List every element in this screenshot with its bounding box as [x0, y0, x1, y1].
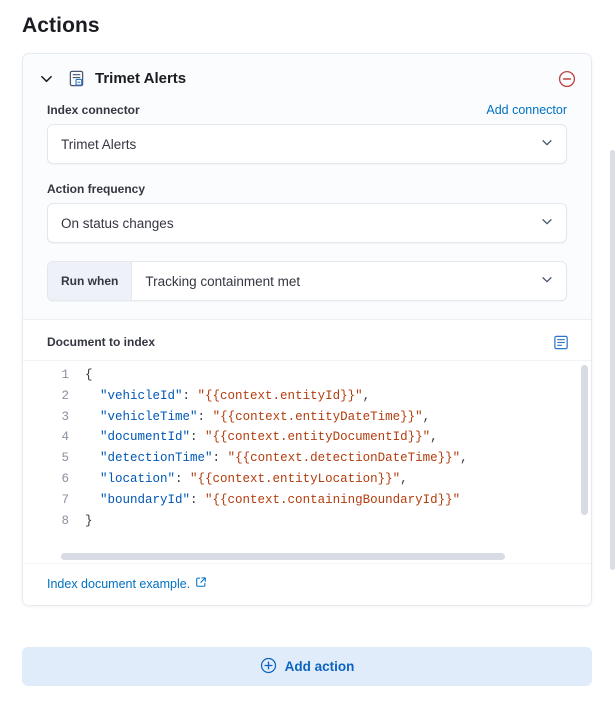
code-token: "vehicleTime" [100, 409, 198, 424]
code-token: "{{context.entityDateTime}}" [212, 409, 423, 424]
index-connector-row [47, 103, 567, 117]
code-token: , [460, 451, 468, 466]
add-connector-link[interactable]: Add connector [486, 103, 567, 117]
index-document-example-link[interactable] [47, 576, 207, 591]
line-number: 5 [61, 451, 69, 466]
plus-in-circle-icon [260, 657, 277, 677]
code-token: "boundaryId" [100, 492, 191, 507]
code-line [85, 469, 591, 490]
code-token [85, 493, 100, 507]
chevron-down-icon[interactable] [35, 68, 57, 90]
code-token: "location" [100, 471, 176, 486]
code-token: : [197, 409, 213, 424]
code-line [85, 448, 591, 469]
code-token: "{{context.entityLocation}}" [190, 471, 401, 486]
line-number: 3 [61, 409, 69, 424]
code-line [85, 427, 591, 448]
code-token: { [85, 368, 93, 382]
chevron-down-icon [540, 273, 554, 290]
open-editor-icon[interactable] [551, 332, 571, 352]
run-when-value: Tracking containment met [145, 273, 301, 289]
action-panel-header [23, 54, 591, 103]
code-token: "{{context.entityId}}" [197, 388, 363, 403]
code-token: : [182, 388, 198, 403]
action-frequency-select[interactable] [47, 203, 567, 243]
code-token: , [362, 388, 371, 403]
code-token: : [175, 471, 191, 486]
code-line [85, 407, 591, 428]
line-number: 6 [61, 471, 69, 486]
code-token: "{{context.entityDocumentId}}" [205, 430, 431, 445]
json-code-editor[interactable] [23, 360, 591, 563]
chevron-down-icon [540, 136, 554, 153]
index-connector-select[interactable] [47, 124, 567, 164]
code-line [85, 386, 591, 407]
minus-in-circle-icon[interactable] [557, 69, 577, 89]
code-line [85, 490, 591, 511]
index-connector-label: Index connector [47, 103, 140, 117]
index-document-example-label: Index document example. [47, 576, 191, 591]
line-number: 4 [61, 430, 69, 445]
run-when-control [47, 261, 567, 301]
code-token: , [430, 430, 438, 445]
action-frequency-value: On status changes [61, 215, 174, 231]
code-token: : [190, 430, 206, 445]
code-line [85, 365, 591, 386]
index-connector-value: Trimet Alerts [61, 136, 137, 152]
run-when-label: Run when [48, 262, 132, 300]
editor-vertical-scrollbar[interactable] [581, 365, 588, 515]
index-document-icon [67, 70, 85, 88]
add-action-button[interactable] [22, 647, 592, 686]
editor-horizontal-scrollbar[interactable] [61, 553, 577, 560]
code-line [85, 511, 591, 532]
code-token: : [212, 451, 228, 466]
run-when-select[interactable] [132, 262, 566, 300]
page-title: Actions [22, 14, 100, 37]
action-panel-body [23, 103, 591, 605]
code-token [85, 472, 100, 486]
action-frequency-label: Action frequency [47, 182, 146, 196]
action-frequency-row [47, 182, 567, 196]
page-scrollbar[interactable] [610, 150, 615, 570]
code-token [85, 451, 100, 465]
code-token: , [400, 471, 408, 486]
code-token: "{{context.containingBoundaryId}}" [205, 492, 461, 507]
line-number-gutter [23, 365, 79, 531]
code-token: } [85, 513, 93, 528]
line-number: 8 [61, 513, 69, 528]
code-content[interactable] [79, 365, 591, 531]
code-token: "documentId" [100, 430, 191, 445]
action-panel-title: Trimet Alerts [95, 70, 187, 87]
line-number: 2 [61, 388, 69, 403]
document-to-index-label: Document to index [47, 335, 156, 349]
chevron-down-icon [540, 215, 554, 232]
code-token [85, 389, 100, 403]
editor-inner [23, 361, 591, 531]
document-to-index-header [23, 320, 591, 360]
code-token: "vehicleId" [100, 388, 183, 403]
code-token [85, 430, 100, 444]
action-panel [22, 53, 592, 606]
document-to-index-section [23, 319, 591, 605]
code-token: "detectionTime" [100, 451, 213, 466]
document-to-index-footer [23, 563, 591, 605]
add-action-label: Add action [284, 659, 355, 674]
line-number: 1 [61, 368, 69, 382]
code-token [85, 410, 100, 424]
code-token: : [190, 492, 206, 507]
code-token: , [422, 409, 431, 424]
line-number: 7 [61, 492, 69, 507]
code-token: "{{context.detectionDateTime}}" [227, 451, 461, 466]
external-link-icon [195, 576, 207, 591]
